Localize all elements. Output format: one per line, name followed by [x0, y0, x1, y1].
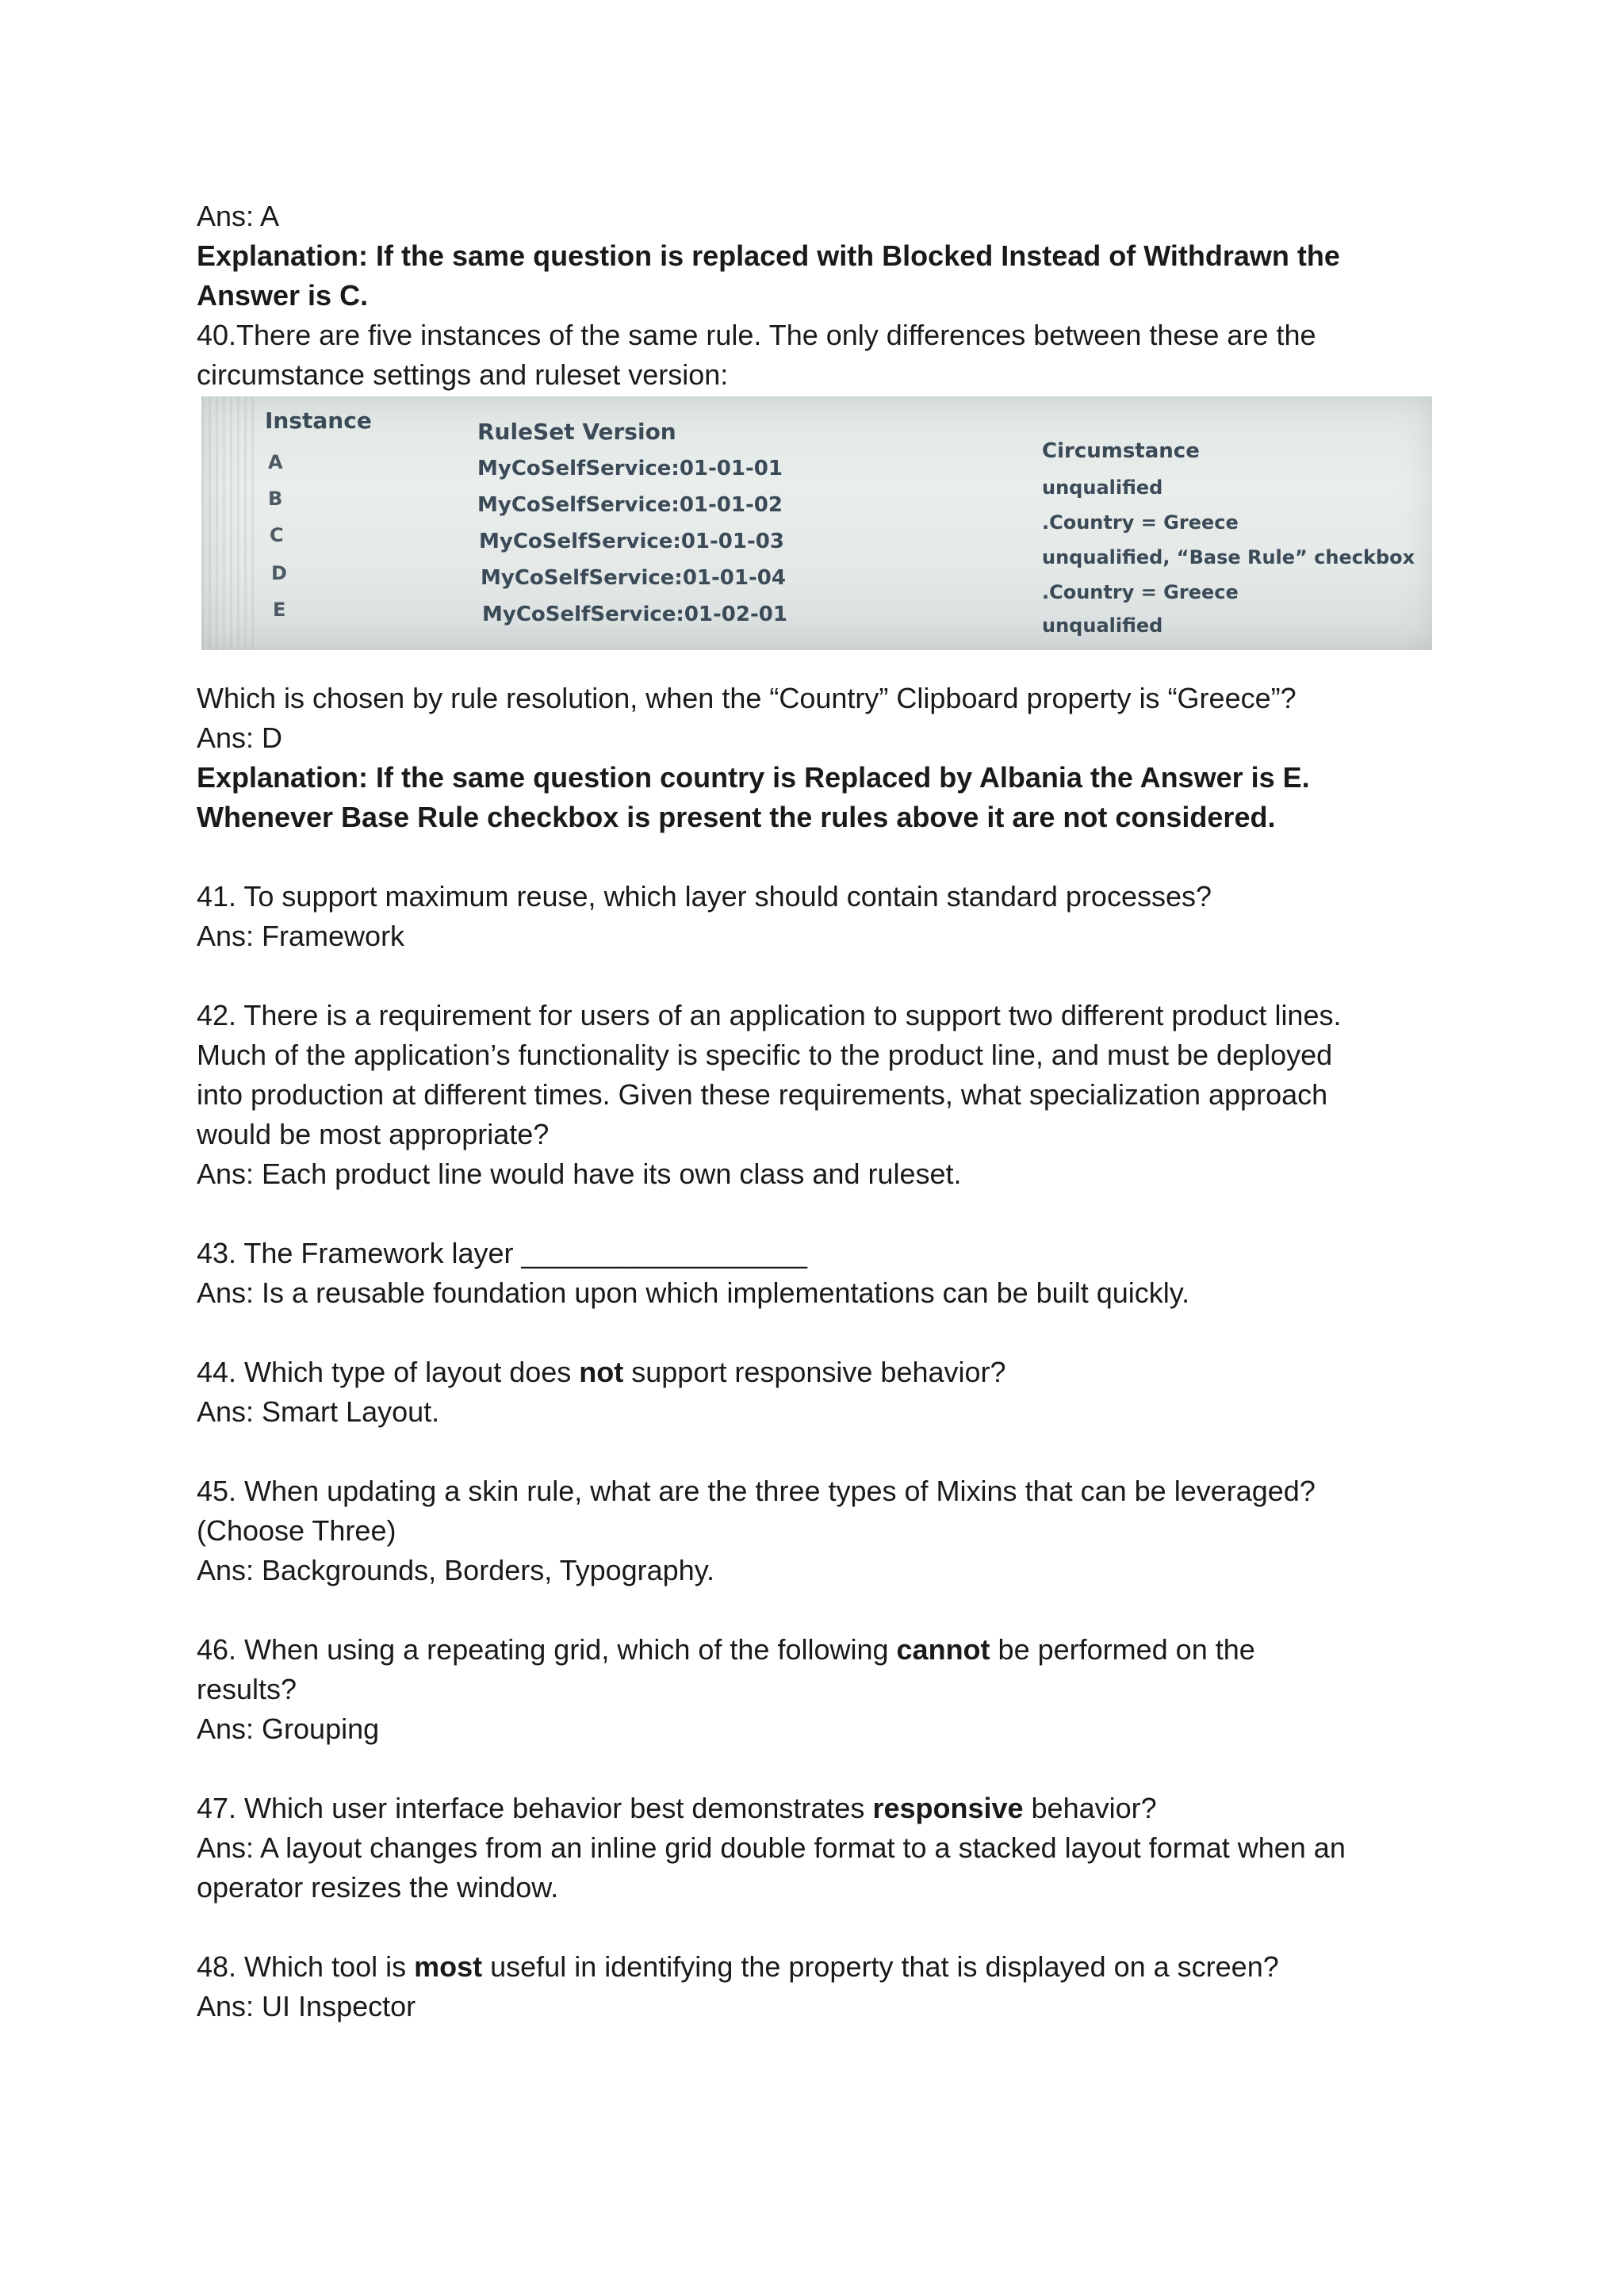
question-43: 43. The Framework layer __________________ [197, 1237, 807, 1269]
explanation-40-line1: Explanation: If the same question country is Replaced by Albania the Answer is E. [197, 761, 1310, 794]
question-46-line2: results? [197, 1673, 297, 1705]
table-cell-instance: E [273, 599, 286, 621]
answer-40: Ans: D [197, 721, 283, 754]
question-48-text: 48. Which tool is [197, 1950, 415, 1983]
question-47 [197, 1789, 1434, 1828]
table-cell-circumstance: unqualified [1042, 476, 1163, 499]
question-42-line2: Much of the application’s functionality is specific to the product line, and must be deployed [197, 1039, 1333, 1071]
table-cell-instance: A [268, 451, 283, 473]
question-48-text-end: useful in identifying the property that is displayed on a screen? [482, 1950, 1279, 1983]
explanation-40-line2: Whenever Base Rule checkbox is present the rules above it are not considered. [197, 801, 1276, 833]
answer-48: Ans: UI Inspector [197, 1990, 416, 2022]
table-cell-instance: B [268, 488, 283, 510]
answer-47-line2: operator resizes the window. [197, 1871, 559, 1904]
answer-39: Ans: A [197, 200, 280, 232]
table-cell-ruleset: MyCoSelfService:01-01-04 [481, 566, 786, 590]
spacer [197, 956, 1434, 996]
table-header-instance: Instance [265, 408, 372, 434]
spacer [197, 1749, 1434, 1789]
question-42-line1: 42. There is a requirement for users of an application to support two different product lines. [197, 999, 1342, 1031]
question-42-line4: would be most appropriate? [197, 1118, 550, 1150]
table-cell-circumstance: unqualified [1042, 614, 1163, 637]
question-46-text: 46. When using a repeating grid, which of the following [197, 1633, 897, 1666]
table-cell-ruleset: MyCoSelfService:01-02-01 [482, 603, 787, 626]
answer-46: Ans: Grouping [197, 1712, 380, 1745]
table-cell-circumstance: .Country = Greece [1042, 511, 1239, 534]
question-42-line3: into production at different times. Given these requirements, what specialization approach [197, 1078, 1328, 1111]
answer-44: Ans: Smart Layout. [197, 1395, 440, 1428]
spacer [197, 1194, 1434, 1234]
question-47-text: 47. Which user interface behavior best demonstrates [197, 1792, 873, 1824]
question-46-text-end: be performed on the [990, 1633, 1255, 1666]
table-cell-circumstance: .Country = Greece [1042, 581, 1239, 603]
question-44-text: 44. Which type of layout does [197, 1356, 580, 1388]
question-47-text-end: behavior? [1023, 1792, 1157, 1824]
photo-edge-texture [201, 396, 257, 650]
spacer [197, 1908, 1434, 1947]
question-45-line1: 45. When updating a skin rule, what are the three types of Mixins that can be leveraged? [197, 1475, 1316, 1507]
question-48 [197, 1947, 1434, 1987]
table-cell-instance: C [270, 524, 284, 546]
question-47-emphasis: responsive [872, 1792, 1024, 1824]
table-cell-ruleset: MyCoSelfService:01-01-02 [477, 493, 783, 517]
spacer [197, 837, 1434, 877]
table-header-circumstance: Circumstance [1042, 439, 1200, 463]
document-content [197, 197, 1434, 2026]
answer-42: Ans: Each product line would have its own class and ruleset. [197, 1158, 962, 1190]
question-44-emphasis: not [579, 1356, 624, 1388]
table-header-ruleset: RuleSet Version [477, 419, 676, 445]
answer-43: Ans: Is a reusable foundation upon which implementations can be built quickly. [197, 1276, 1190, 1309]
table-cell-instance: D [271, 562, 287, 584]
question-40-text: Which is chosen by rule resolution, when the “Country” Clipboard property is “Greece”? [197, 682, 1297, 714]
table-cell-ruleset: MyCoSelfService:01-01-03 [479, 530, 784, 553]
explanation-39-line2: Answer is C. [197, 279, 369, 312]
question-46-line1 [197, 1630, 1434, 1670]
answer-41: Ans: Framework [197, 920, 405, 952]
answer-45: Ans: Backgrounds, Borders, Typography. [197, 1554, 715, 1586]
question-40-line2: circumstance settings and ruleset version: [197, 358, 729, 391]
question-40-line1: 40.There are five instances of the same rule. The only differences between these are the [197, 319, 1316, 351]
table-cell-ruleset: MyCoSelfService:01-01-01 [477, 457, 783, 480]
ruleset-table-image [201, 396, 1432, 650]
answer-47-line1: Ans: A layout changes from an inline grid double format to a stacked layout format when an [197, 1831, 1346, 1864]
question-44 [197, 1353, 1434, 1392]
question-45-line2: (Choose Three) [197, 1514, 396, 1547]
question-41: 41. To support maximum reuse, which layer should contain standard processes? [197, 880, 1212, 913]
question-46-emphasis: cannot [896, 1633, 990, 1666]
question-44-text-end: support responsive behavior? [623, 1356, 1006, 1388]
table-cell-circumstance: unqualified, “Base Rule” checkbox [1042, 546, 1415, 568]
spacer [197, 1313, 1434, 1353]
question-48-emphasis: most [414, 1950, 483, 1983]
spacer [197, 1590, 1434, 1630]
spacer [197, 1432, 1434, 1471]
explanation-39-line1: Explanation: If the same question is replaced with Blocked Instead of Withdrawn the [197, 239, 1340, 272]
